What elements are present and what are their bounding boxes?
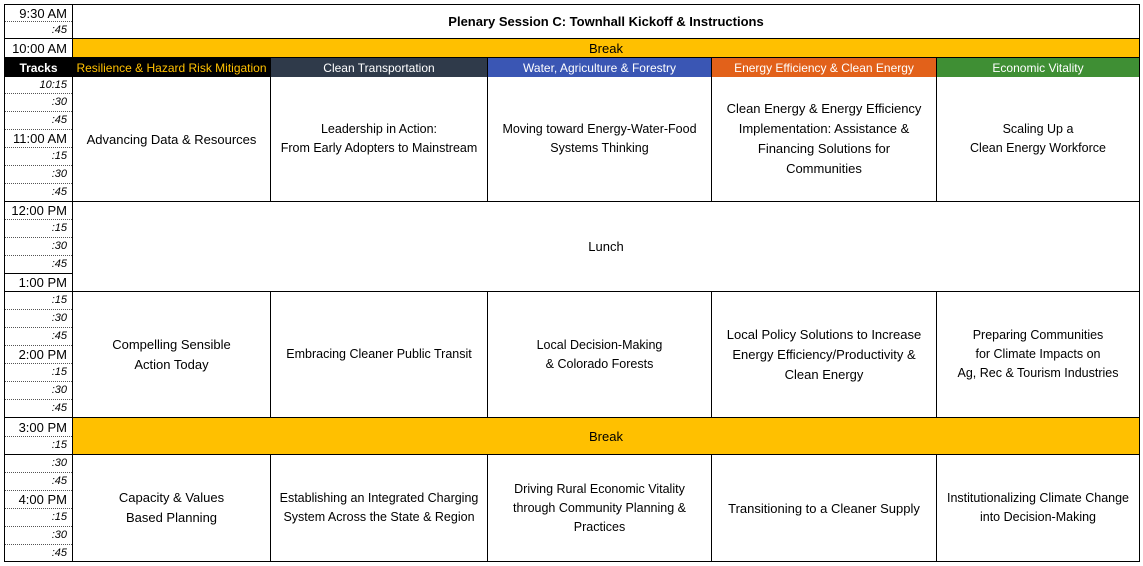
time-345: :45 — [5, 473, 72, 491]
time-1115: :15 — [5, 148, 72, 166]
track-header-energy: Energy Efficiency & Clean Energy — [711, 58, 936, 77]
session3-transportation — [270, 455, 487, 561]
session1-energy-line4: Communities — [786, 161, 862, 176]
time-1200: 12:00 PM — [5, 202, 72, 220]
session1-water — [487, 77, 711, 202]
session2-energy-line3: Clean Energy — [784, 366, 864, 382]
session1-energy — [711, 77, 936, 202]
time-445: :45 — [51, 546, 67, 559]
time-145: :45 — [5, 328, 72, 346]
session3-water-line1: Driving Rural Economic Vitality — [514, 481, 685, 496]
session1-water-line2: Systems Thinking — [550, 141, 649, 155]
time-1215: :15 — [5, 220, 72, 238]
session3-energy — [711, 455, 936, 561]
lunch-block: Lunch — [73, 202, 1139, 292]
track-header-water: Water, Agriculture & Forestry — [487, 58, 711, 77]
time-200: 2:00 PM — [5, 346, 72, 364]
time-1045: :45 — [5, 112, 72, 130]
time-330: :30 — [5, 455, 72, 473]
track-header-economic: Economic Vitality — [936, 58, 1139, 77]
session2-economic-line2: for Climate Impacts on — [975, 347, 1101, 361]
session1-energy-line1: Clean Energy & Energy Efficiency — [726, 101, 922, 116]
session1-resilience — [73, 77, 270, 202]
session2-transportation — [270, 292, 487, 418]
session2-water — [487, 292, 711, 418]
time-415: :15 — [5, 509, 72, 527]
session1-transportation-line2: From Early Adopters to Mainstream — [280, 141, 478, 155]
time-930: 9:30 AM — [5, 5, 72, 22]
time-1030: :30 — [5, 94, 72, 112]
time-230: :30 — [5, 382, 72, 400]
session2-energy-line1: Local Policy Solutions to Increase — [726, 326, 922, 342]
session2-economic-line3: Ag, Rec & Tourism Industries — [957, 366, 1119, 380]
session3-resilience-line1: Capacity & Values — [118, 490, 225, 505]
time-215: :15 — [5, 364, 72, 382]
session1-water-line1: Moving toward Energy-Water-Food — [502, 122, 697, 136]
session1-economic-line2: Clean Energy Workforce — [970, 141, 1106, 155]
session1-energy-line2: Implementation: Assistance & — [738, 121, 910, 136]
time-400: 4:00 PM — [5, 491, 72, 509]
session2-resilience — [73, 292, 270, 418]
session3-water-line3: Practices — [573, 519, 626, 534]
session2-economic-line1: Preparing Communities — [972, 328, 1104, 342]
time-1230: :30 — [5, 238, 72, 256]
session3-economic-line1: Institutionalizing Climate Change — [946, 491, 1130, 505]
session1-economic-line1: Scaling Up a — [1002, 122, 1074, 136]
time-1100: 11:00 AM — [5, 130, 72, 148]
session3-transportation-line1: Establishing an Integrated Charging — [279, 491, 479, 505]
session3-economic-line2: into Decision-Making — [979, 510, 1097, 524]
track-header-resilience: Resilience & Hazard Risk Mitigation — [73, 58, 270, 77]
time-1145: :45 — [5, 184, 72, 202]
time-130: :30 — [5, 310, 72, 328]
tracks-label: Tracks — [5, 58, 72, 77]
session2-resilience-line1: Compelling Sensible — [112, 336, 231, 352]
time-300: 3:00 PM — [5, 418, 72, 437]
time-430: :30 — [5, 527, 72, 545]
session3-water-line2: through Community Planning & — [512, 500, 686, 515]
session2-water-line2: & Colorado Forests — [545, 356, 654, 371]
session2-water-line1: Local Decision-Making — [536, 337, 663, 352]
session2-energy-line2: Energy Efficiency/Productivity & — [732, 346, 916, 362]
session3-transportation-line2: System Across the State & Region — [283, 510, 475, 524]
session2-energy — [711, 292, 936, 418]
session2-resilience-line2: Action Today — [134, 356, 209, 372]
time-315: :15 — [5, 437, 72, 455]
time-1000: 10:00 AM — [5, 39, 72, 58]
plenary-session: Plenary Session C: Townhall Kickoff & Instructions — [73, 5, 1139, 39]
time-945: :45 — [5, 22, 72, 39]
break-morning: Break — [73, 39, 1139, 58]
time-1130: :30 — [5, 166, 72, 184]
session2-economic — [936, 292, 1139, 418]
session1-economic — [936, 77, 1139, 202]
time-100: 1:00 PM — [5, 274, 72, 292]
time-1245: :45 — [5, 256, 72, 274]
break-afternoon: Break — [73, 418, 1139, 455]
time-115: :15 — [5, 292, 72, 310]
session2-transportation-line1: Embracing Cleaner Public Transit — [286, 347, 472, 361]
session3-energy-line1: Transitioning to a Cleaner Supply — [728, 500, 920, 516]
session1-transportation-line1: Leadership in Action: — [320, 122, 438, 136]
session3-resilience — [73, 455, 270, 561]
session1-transportation — [270, 77, 487, 202]
session1-energy-line3: Financing Solutions for — [757, 141, 891, 156]
time-1015: 10:15 — [5, 77, 72, 94]
track-header-transportation: Clean Transportation — [270, 58, 487, 77]
session3-economic — [936, 455, 1139, 561]
session1-resilience-line1: Advancing Data & Resources — [86, 131, 257, 147]
session3-water — [487, 455, 711, 561]
time-245: :45 — [5, 400, 72, 418]
session3-resilience-line2: Based Planning — [125, 510, 218, 525]
